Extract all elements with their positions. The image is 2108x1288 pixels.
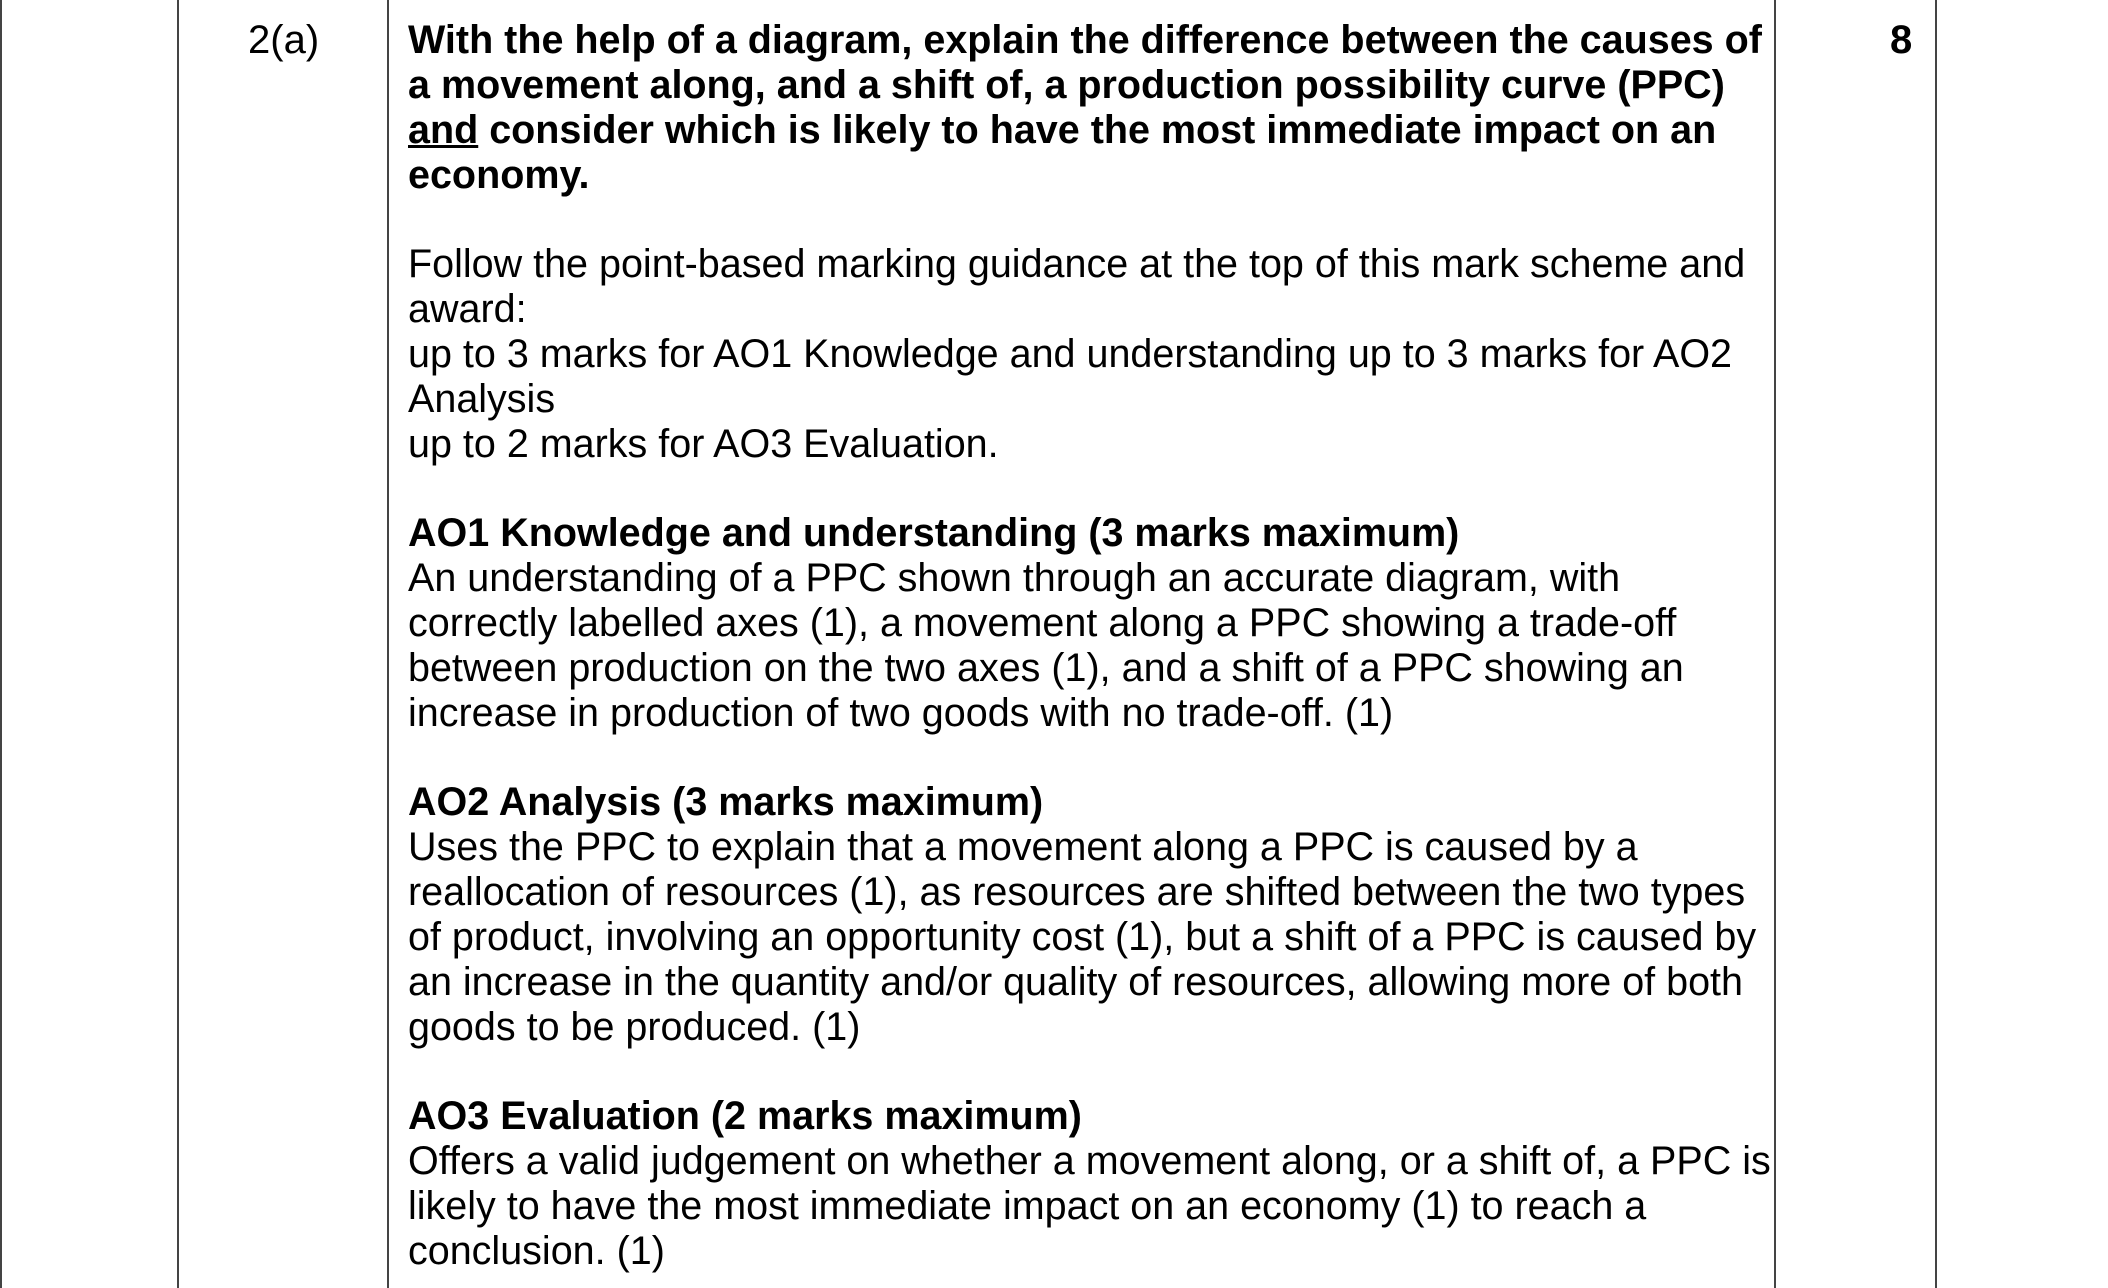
marking-guidance xyxy=(408,242,1778,467)
prompt-line xyxy=(408,108,1778,153)
table-border-col4 xyxy=(1935,0,1937,1288)
mark-scheme-content xyxy=(408,18,1778,1274)
table-border-col1 xyxy=(177,0,179,1288)
guidance-line: up to 3 marks for AO1 Knowledge and understanding up to 3 marks for AO2 xyxy=(408,332,1733,376)
prompt-line: economy. xyxy=(408,153,590,197)
prompt-and-underlined: and xyxy=(408,108,479,152)
ao1-line: between production on the two axes (1), and a shift of a PPC showing an xyxy=(408,646,1684,690)
ao2-line: goods to be produced. (1) xyxy=(408,1005,861,1049)
ao2-line: of product, involving an opportunity cost (1), but a shift of a PPC is caused by xyxy=(408,915,1757,959)
ao2-line: an increase in the quantity and/or quality of resources, allowing more of both xyxy=(408,960,1743,1004)
ao2-heading: AO2 Analysis (3 marks maximum) xyxy=(408,780,1044,824)
ao3-line: Offers a valid judgement on whether a movement along, or a shift of, a PPC is xyxy=(408,1139,1771,1183)
ao1-heading: AO1 Knowledge and understanding (3 marks maximum) xyxy=(408,511,1460,555)
ao2-line: Uses the PPC to explain that a movement along a PPC is caused by a xyxy=(408,825,1638,869)
ao2-section xyxy=(408,780,1778,1050)
ao1-line: increase in production of two goods with no trade-off. (1) xyxy=(408,691,1394,735)
ao2-line: reallocation of resources (1), as resources are shifted between the two types xyxy=(408,870,1746,914)
prompt-line: a movement along, and a shift of, a production possibility curve (PPC) xyxy=(408,63,1725,107)
prompt-line: With the help of a diagram, explain the difference between the causes of xyxy=(408,18,1762,62)
table-border-col2 xyxy=(387,0,389,1288)
guidance-line: Follow the point-based marking guidance at the top of this mark scheme and xyxy=(408,242,1746,286)
guidance-line: award: xyxy=(408,287,527,331)
ao1-line: An understanding of a PPC shown through an accurate diagram, with xyxy=(408,556,1621,600)
ao3-section xyxy=(408,1094,1778,1274)
ao1-section xyxy=(408,511,1778,736)
ao1-line: correctly labelled axes (1), a movement along a PPC showing a trade-off xyxy=(408,601,1677,645)
question-marks: 8 xyxy=(1890,18,1913,62)
ao3-line: likely to have the most immediate impact on an economy (1) to reach a xyxy=(408,1184,1647,1228)
question-number: 2(a) xyxy=(248,18,320,62)
guidance-line: up to 2 marks for AO3 Evaluation. xyxy=(408,422,999,466)
table-border-left xyxy=(0,0,2,1288)
guidance-line: Analysis xyxy=(408,377,556,421)
prompt-line-rest: consider which is likely to have the most immediate impact on an xyxy=(478,108,1717,152)
ao3-heading: AO3 Evaluation (2 marks maximum) xyxy=(408,1094,1082,1138)
ao3-line: conclusion. (1) xyxy=(408,1229,665,1273)
question-prompt xyxy=(408,18,1778,198)
